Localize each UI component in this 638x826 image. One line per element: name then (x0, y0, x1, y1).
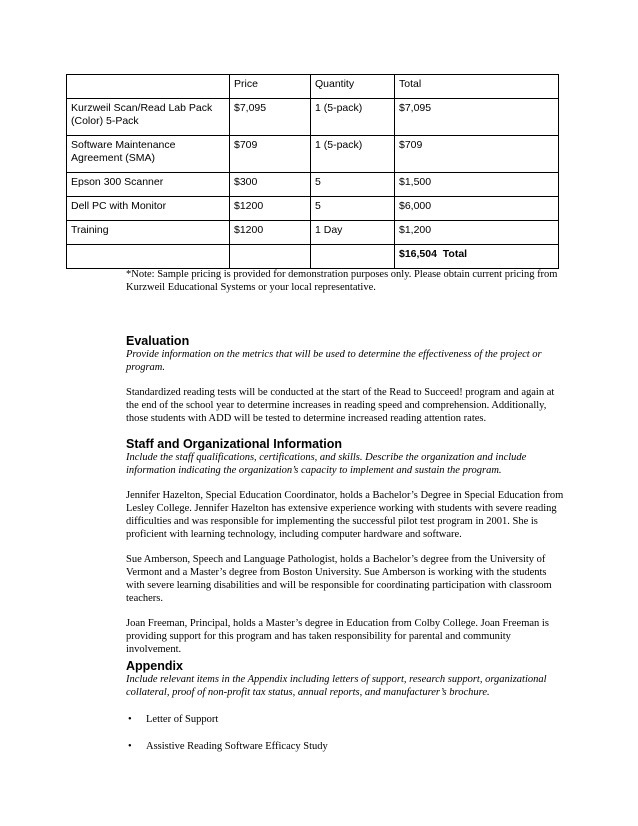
staff-heading: Staff and Organizational Information (126, 437, 342, 451)
quantity-cell: 1 (5-pack) (311, 99, 395, 136)
list-item (126, 713, 564, 726)
quantity-cell: 1 (5-pack) (311, 136, 395, 173)
price-cell: $1200 (230, 221, 311, 245)
appendix-description: Include relevant items in the Appendix including letters of support, research support, organizational collateral, proof of non-profit tax status, annual reports, and manufacturer’s brochure. (126, 674, 547, 698)
pricing-table (66, 74, 559, 269)
header-cell-total: Total (395, 75, 559, 99)
total-cell: $6,000 (395, 197, 559, 221)
empty-cell (311, 245, 395, 269)
empty-cell (67, 245, 230, 269)
table-row (67, 136, 559, 173)
item-cell: Software Maintenance Agreement (SMA) (67, 136, 230, 173)
quantity-cell: 1 Day (311, 221, 395, 245)
table-total-row (67, 245, 559, 269)
empty-cell (230, 245, 311, 269)
evaluation-heading: Evaluation (126, 334, 190, 348)
header-cell-quantity: Quantity (311, 75, 395, 99)
total-cell: $7,095 (395, 99, 559, 136)
price-cell: $709 (230, 136, 311, 173)
evaluation-description: Provide information on the metrics that will be used to determine the effectiveness of the project or program. (126, 349, 542, 373)
total-cell: $709 (395, 136, 559, 173)
quantity-cell: 5 (311, 197, 395, 221)
price-cell: $300 (230, 173, 311, 197)
header-cell-item (67, 75, 230, 99)
list-item-label: Letter of Support (146, 714, 219, 725)
list-item-label: Assistive Reading Software Efficacy Study (146, 741, 328, 752)
evaluation-body: Standardized reading tests will be conducted at the start of the Read to Succeed! program and again at the end of the school year to determine increases in reading speed and comprehension. Additionally, those students with ADD will be tested to determine increased reading attention rates. (126, 387, 555, 424)
price-cell: $1200 (230, 197, 311, 221)
staff-section (126, 437, 564, 656)
table-row (67, 197, 559, 221)
grand-total-cell: $16,504 Total (395, 245, 559, 269)
table-row (67, 99, 559, 136)
staff-paragraph: Joan Freeman, Principal, holds a Master’s degree in Education from Colby College. Joan Freeman is providing support for this program and has taken responsibility for parental and community involvement. (126, 618, 549, 655)
bullet-icon: • (128, 741, 132, 752)
pricing-note: *Note: Sample pricing is provided for demonstration purposes only. Please obtain current pricing from Kurzweil Educational Systems or your local representative. (126, 269, 558, 293)
table-row (67, 221, 559, 245)
evaluation-section (126, 334, 564, 425)
item-cell: Training (67, 221, 230, 245)
table-row (67, 173, 559, 197)
total-cell: $1,500 (395, 173, 559, 197)
staff-description: Include the staff qualifications, certifications, and skills. Describe the organization and include information indicating the organization’s capacity to implement and sustain the program. (126, 452, 527, 476)
staff-paragraph: Sue Amberson, Speech and Language Pathologist, holds a Bachelor’s degree from the University of Vermont and a Master’s degree from Boston University. Sue Amberson is working with the students with severe learning disabilities and will be responsible for coordinating participation with classroom teachers. (126, 554, 552, 604)
item-cell: Epson 300 Scanner (67, 173, 230, 197)
table-header-row (67, 75, 559, 99)
item-cell: Kurzweil Scan/Read Lab Pack (Color) 5-Pack (67, 99, 230, 136)
header-cell-price: Price (230, 75, 311, 99)
list-item (126, 740, 564, 753)
appendix-list (126, 713, 564, 753)
staff-paragraph: Jennifer Hazelton, Special Education Coordinator, holds a Bachelor’s Degree in Special Education from Lesley College. Jennifer Hazelton has extensive experience working with students with severe reading difficulties and was responsible for implementing the successful pilot test program in 2001. She is proficient with learning technology, including computer hardware and software. (126, 490, 564, 540)
appendix-section (126, 659, 564, 767)
appendix-heading: Appendix (126, 659, 183, 673)
quantity-cell: 5 (311, 173, 395, 197)
price-cell: $7,095 (230, 99, 311, 136)
item-cell: Dell PC with Monitor (67, 197, 230, 221)
bullet-icon: • (128, 714, 132, 725)
total-cell: $1,200 (395, 221, 559, 245)
